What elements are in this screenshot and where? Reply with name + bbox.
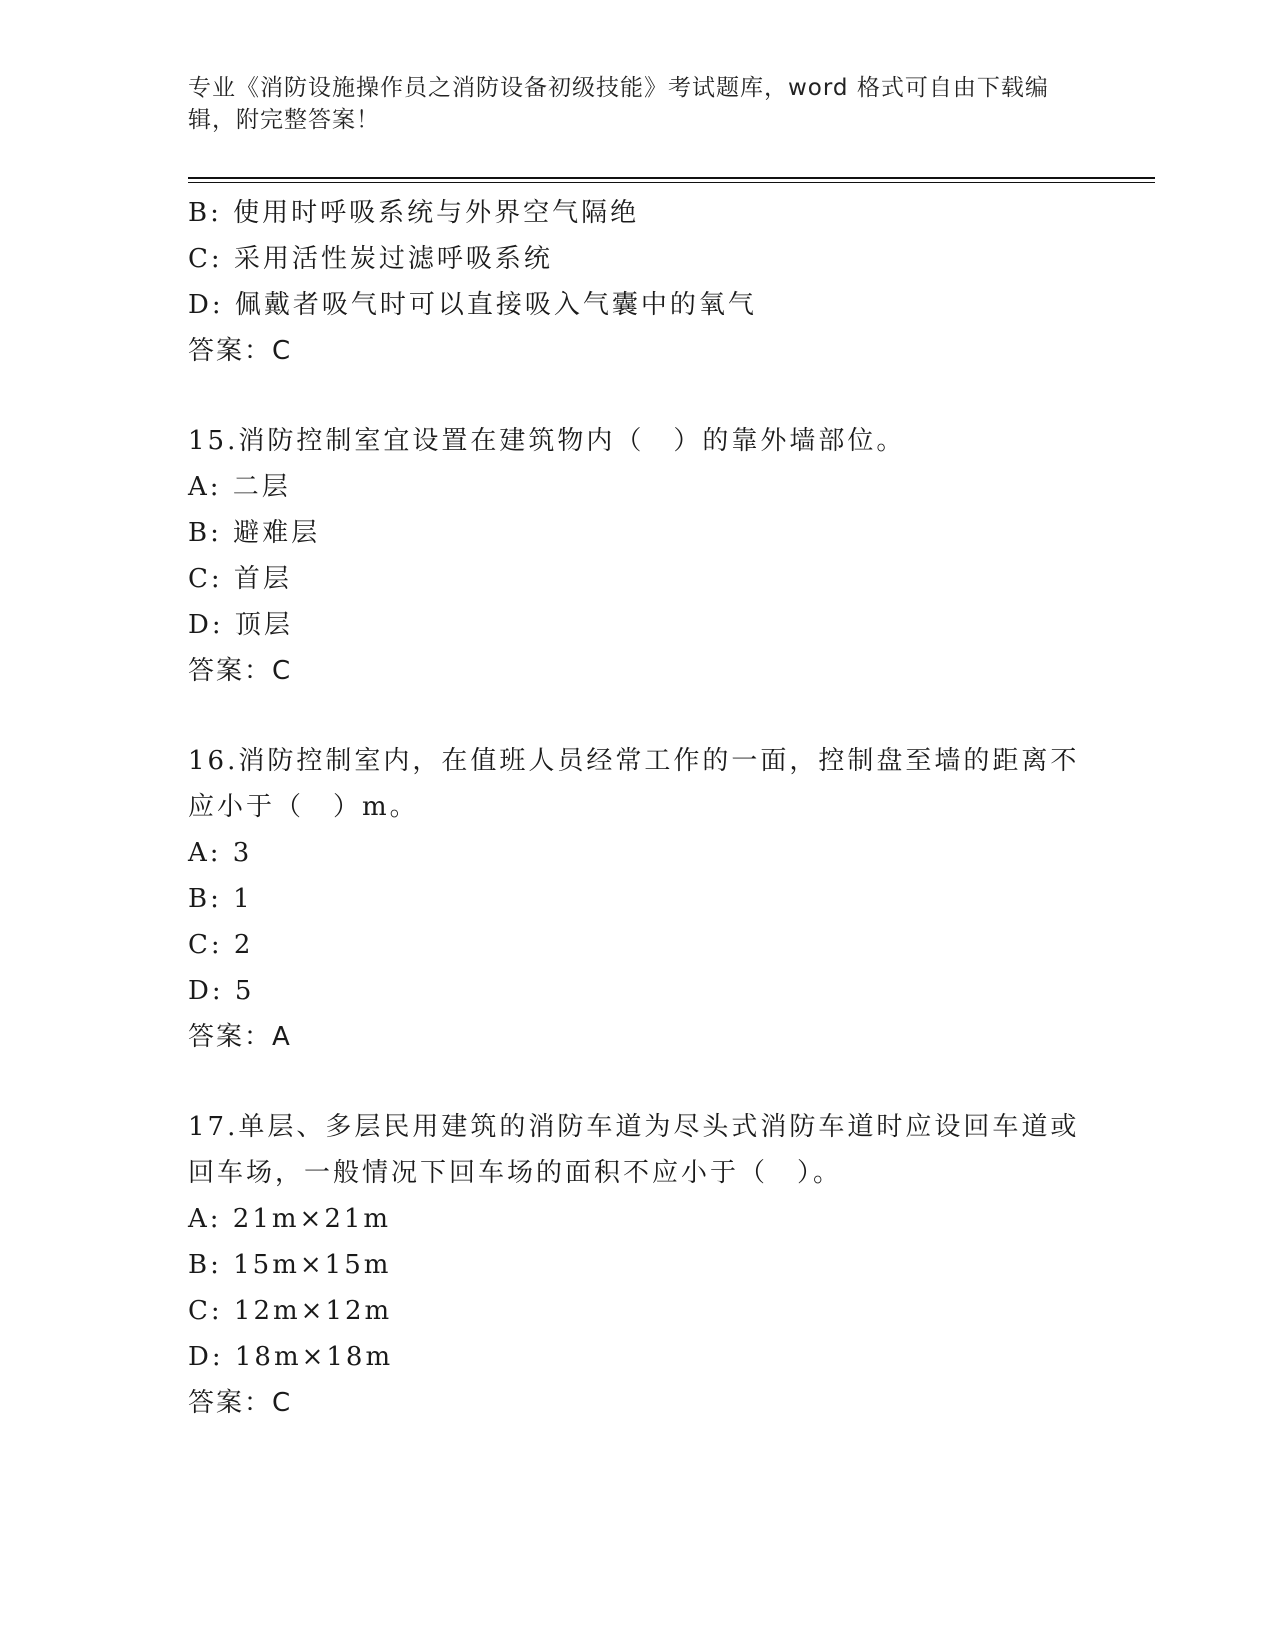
header-rule-thin [188, 182, 1155, 183]
option-d: D: 5 [188, 976, 255, 1006]
document-body [188, 190, 1088, 1426]
spacer [188, 374, 1088, 418]
option-a: A: 3 [188, 838, 253, 868]
question-17 [188, 1104, 1088, 1426]
prev-question [188, 190, 1088, 374]
answer: 答案：C [188, 1388, 293, 1418]
option-c: C: 首层 [188, 564, 292, 594]
option-a: A: 21m×21m [188, 1204, 392, 1234]
option-b: B: 避难层 [188, 518, 321, 548]
option-b: B: 1 [188, 884, 253, 914]
answer: 答案：A [188, 1022, 292, 1052]
spacer [188, 694, 1088, 738]
question-16 [188, 738, 1088, 1060]
question-stem: 15.消防控制室宜设置在建筑物内（ ）的靠外墙部位。 [188, 426, 906, 456]
header-text: 专业《消防设施操作员之消防设备初级技能》考试题库，word 格式可自由下载编辑，附完整答案！ [188, 75, 1049, 133]
option-d: D: 18m×18m [188, 1342, 394, 1372]
answer: 答案：C [188, 656, 293, 686]
spacer [188, 1060, 1088, 1104]
question-stem: 16.消防控制室内，在值班人员经常工作的一面，控制盘至墙的距离不应小于（ ）m。 [188, 746, 1080, 822]
option-c: C: 采用活性炭过滤呼吸系统 [188, 244, 553, 274]
question-stem: 17.单层、多层民用建筑的消防车道为尽头式消防车道时应设回车道或回车场，一般情况下回车场的面积不应小于（ ）。 [188, 1112, 1080, 1188]
option-d: D: 顶层 [188, 610, 293, 640]
answer: 答案：C [188, 336, 293, 366]
option-b: B: 使用时呼吸系统与外界空气隔绝 [188, 198, 640, 228]
option-c: C: 12m×12m [188, 1296, 393, 1326]
option-b: B: 15m×15m [188, 1250, 392, 1280]
header-rule-thick [188, 177, 1155, 179]
option-a: A: 二层 [188, 472, 291, 502]
question-15 [188, 418, 1088, 694]
option-c: C: 2 [188, 930, 254, 960]
option-d: D: 佩戴者吸气时可以直接吸入气囊中的氧气 [188, 290, 757, 320]
